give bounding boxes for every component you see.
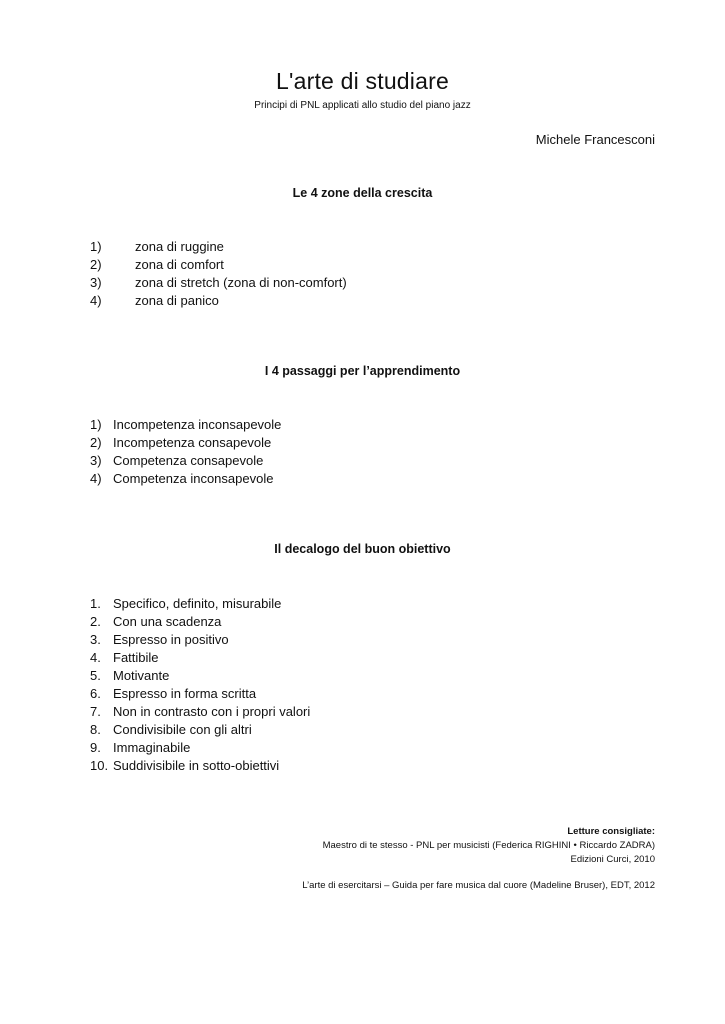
list-item-number: 10.: [90, 758, 109, 773]
list-item: [90, 256, 347, 274]
list-item: [90, 613, 310, 631]
list-item-text: zona di ruggine: [135, 239, 224, 254]
list-item-text: Specifico, definito, misurabile: [113, 596, 282, 611]
list-item-number: 7.: [90, 704, 101, 719]
list-item-text: Espresso in positivo: [113, 632, 229, 647]
list-item-number: 2.: [90, 614, 101, 629]
steps-list: [90, 416, 281, 488]
list-item-number: 2): [90, 257, 102, 272]
list-item-text: Espresso in forma scritta: [113, 686, 257, 701]
list-item: [90, 595, 310, 613]
list-item-text: zona di comfort: [135, 257, 224, 272]
list-item-text: Fattibile: [113, 650, 159, 665]
list-item-number: 6.: [90, 686, 101, 701]
goals-list: [90, 595, 310, 775]
list-item-number: 3.: [90, 632, 101, 647]
list-item: [90, 292, 347, 310]
list-item-number: 4.: [90, 650, 101, 665]
readings-spacer: [302, 867, 655, 879]
section-heading-goals: Il decalogo del buon obiettivo: [274, 542, 451, 556]
list-item-text: Condivisibile con gli altri: [113, 722, 252, 737]
list-item-number: 1): [90, 239, 102, 254]
list-item: [90, 470, 281, 488]
list-item: [90, 685, 310, 703]
recommended-readings: [302, 825, 655, 893]
list-item-number: 4): [90, 471, 102, 486]
list-item-text: Competenza inconsapevole: [113, 471, 274, 486]
reading-entry-1: Maestro di te stesso - PNL per musicisti (Federica RIGHINI • Riccardo ZADRA): [322, 840, 655, 851]
reading-entry-1-publisher: Edizioni Curci, 2010: [570, 854, 655, 865]
author-name: Michele Francesconi: [535, 132, 655, 147]
list-item: [90, 703, 310, 721]
list-item: [90, 434, 281, 452]
list-item-number: 5.: [90, 668, 101, 683]
list-item-number: 9.: [90, 740, 101, 755]
list-item-number: 1): [90, 417, 102, 432]
list-item: [90, 757, 310, 775]
list-item: [90, 238, 347, 256]
list-item-text: zona di stretch (zona di non-comfort): [135, 275, 347, 290]
page-subtitle: Principi di PNL applicati allo studio del piano jazz: [254, 100, 471, 111]
list-item: [90, 667, 310, 685]
reading-entry-2: L’arte di esercitarsi – Guida per fare musica dal cuore (Madeline Bruser), EDT, 2012: [302, 880, 655, 891]
zones-list: [90, 238, 347, 310]
list-item-number: 4): [90, 293, 102, 308]
list-item: [90, 739, 310, 757]
list-item-text: zona di panico: [135, 293, 219, 308]
list-item-number: 2): [90, 435, 102, 450]
list-item-number: 8.: [90, 722, 101, 737]
list-item-text: Non in contrasto con i propri valori: [113, 704, 311, 719]
list-item: [90, 452, 281, 470]
page-title: L'arte di studiare: [276, 68, 449, 94]
list-item: [90, 631, 310, 649]
readings-heading: Letture consigliate:: [567, 826, 655, 837]
list-item-text: Incompetenza consapevole: [113, 435, 272, 450]
list-item: [90, 649, 310, 667]
list-item-number: 3): [90, 453, 102, 468]
list-item-text: Immaginabile: [113, 740, 191, 755]
section-heading-steps: I 4 passaggi per l’apprendimento: [264, 364, 461, 378]
list-item-number: 3): [90, 275, 102, 290]
list-item-number: 1.: [90, 596, 101, 611]
section-heading-zones: Le 4 zone della crescita: [292, 186, 433, 200]
list-item-text: Competenza consapevole: [113, 453, 264, 468]
list-item-text: Suddivisibile in sotto-obiettivi: [113, 758, 280, 773]
list-item: [90, 274, 347, 292]
list-item-text: Con una scadenza: [113, 614, 222, 629]
list-item: [90, 416, 281, 434]
list-item-text: Incompetenza inconsapevole: [113, 417, 282, 432]
list-item: [90, 721, 310, 739]
list-item-text: Motivante: [113, 668, 170, 683]
